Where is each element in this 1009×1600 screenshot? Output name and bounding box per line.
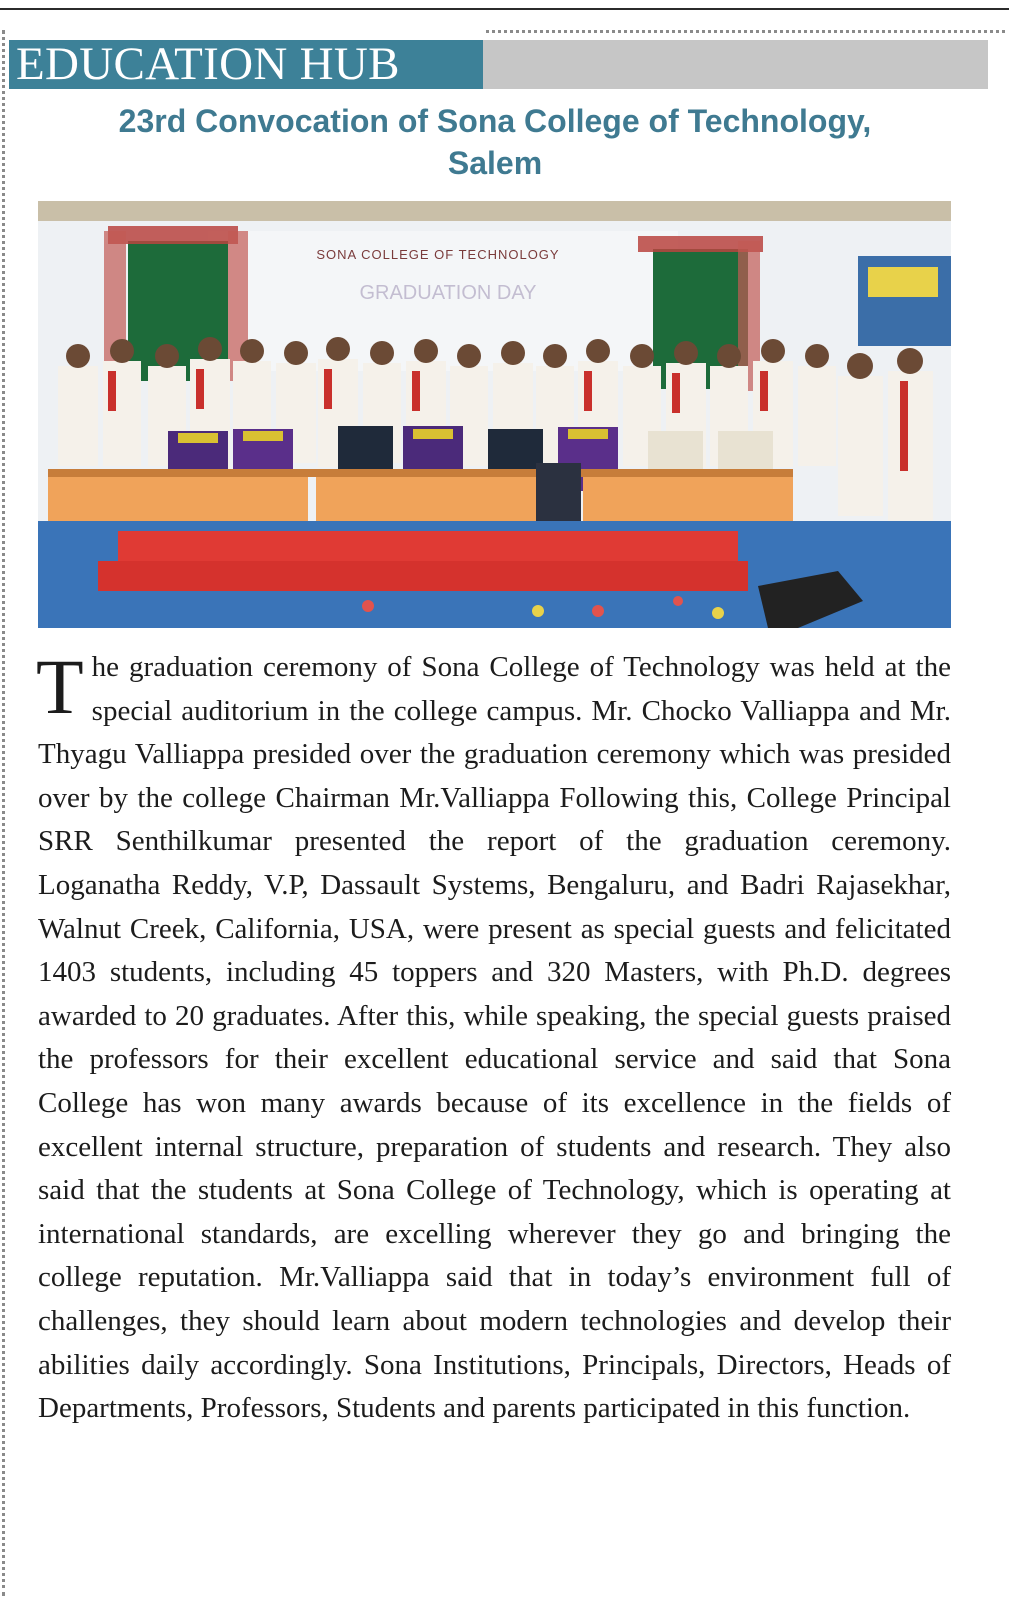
- section-label: EDUCATION HUB: [9, 40, 483, 89]
- drop-cap: T: [36, 643, 84, 730]
- convocation-photo: [38, 201, 951, 628]
- headline-line-2: Salem: [447, 145, 543, 181]
- top-rule: [0, 8, 1009, 10]
- left-dotted-border: [2, 30, 5, 1596]
- banner-text: SONA COLLEGE OF TECHNOLOGY: [316, 247, 560, 262]
- article-body: [36, 643, 951, 1431]
- banner-subtext: GRADUATION DAY: [359, 282, 537, 304]
- header-dotted-rule: [486, 30, 1005, 33]
- article-headline: [40, 100, 950, 184]
- article-text: he graduation ceremony of Sona College of Technology was held at the special auditorium in the college campus. Mr. Chocko Valliappa and Mr. Thyagu Valliappa presided over the graduation ceremony which was presided over by the college Chairman Mr.Valliappa Following this, College Principal SRR Senthilkumar presented the report of the graduation ceremony. Loganatha Reddy, V.P, Dassault Systems, Bengaluru, and Badri Rajasekhar, Walnut Creek, California, USA, were present as special guests and felicitated 1403 students, including 45 toppers and 320 Masters, with Ph.D. degrees awarded to 20 graduates. After this, while speaking, the special guests praised the professors for their excellent educational service and said that Sona College has won many awards because of its excellence in the fields of excellent internal structure, preparation of students and research. They also said that the students at Sona College of Technology, which is operating at international standards, are excelling wherever they go and bringing the college reputation. Mr.Valliappa said that in today’s environment full of challenges, they should learn about modern technologies and develop their abilities daily accordingly. Sona Institutions, Principals, Directors, Heads of Departments, Professors, Students and parents participated in this function.: [38, 651, 951, 1425]
- headline-line-1: 23rd Convocation of Sona College of Technology,: [118, 103, 872, 139]
- convocation-photo-illustration: [38, 201, 951, 628]
